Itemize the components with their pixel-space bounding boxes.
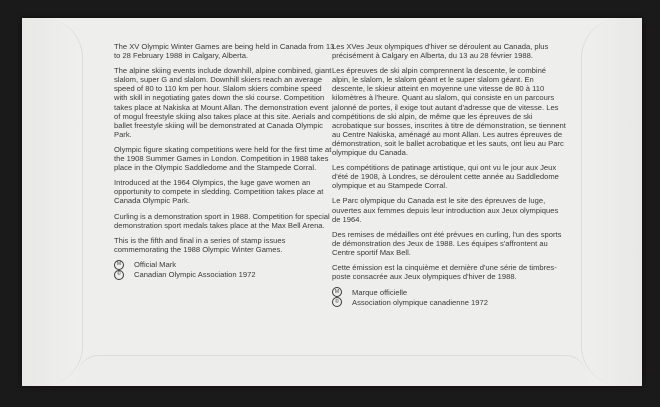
english-text-column [114,42,336,280]
mark-label: Official Mark [134,260,177,270]
official-mark-icon: M [332,287,342,297]
paragraph-alpine-en: The alpine skiing events include downhill, alpine combined, giant slalom, super G and slalom. Downhill skiers reach an average speed of 80 to 110 km per hour. Slalom skiers combine speed with skill in negotiating gates down the ski course. Competition takes place at Nakiska at Mount Allan. The demonstration event of mogul freestyle skiing also takes place at this site. Aerials and ballet freestyle skiing will be demonstrated at Canada Olympic Park. [114,66,332,139]
mark-row-official-en [114,260,336,270]
paragraph-curling-fr: Des remises de médailles ont été prévues en curling, l'un des sports de démonstration des Jeux de 1988. Les équipes s'affrontent au Centre sportif Max Bell. [332,229,562,257]
mark-row-official-fr [332,287,566,297]
mark-label: Canadian Olympic Association 1972 [134,270,256,280]
official-mark-icon: M [114,260,124,270]
paragraph-intro-fr: Les XVes Jeux olympiques d'hiver se déroulent au Canada, plus précisément à Calgary en Alberta, du 13 au 28 février 1988. [332,42,549,61]
paragraph-figure-skating-en: Olympic figure skating competitions were held for the first time at the 1908 Summer Games in London. Competition in 1988 takes place in the Olympic Saddledome and the Stampede Corral. [114,144,332,173]
paragraph-alpine-fr: Les épreuves de ski alpin comprennent la descente, le combiné alpin, le slalom, le slalom géant et le super slalom géant. En descente, le skieur atteint en moyenne une vitesse de 80 à 110 kilomètres à l'heure. Quant au slalom, qui consiste en un parcours jalonné de portes, il exige tout autant d'adresse que de vitesse. Les compétitions de ski alpin, de même que les épreuves de ski acrobatique sur bosses, inscrites à titre de démonstration, se tiennent au Centre Nakiska, aménagé au mont Allan. Les autres épreuves de démonstration, soit le ballet acrobatique et les sauts, ont lieu au Parc olympique du Canada. [332,66,566,158]
paragraph-luge-fr: Le Parc olympique du Canada est le site des épreuves de luge, ouvertes aux femmes depuis leur introduction aux Jeux olympiques de 1964. [332,196,559,224]
mark-label: Association olympique canadienne 1972 [352,297,488,307]
paragraph-intro-en: The XV Olympic Winter Games are being held in Canada from 13 to 28 February 1988 in Calgary, Alberta. [114,42,335,61]
marks-en [114,260,336,280]
copyright-icon: © [332,297,342,307]
mark-label: Marque officielle [352,287,408,297]
paragraph-luge-en: Introduced at the 1964 Olympics, the luge gave women an opportunity to compete in sledding. Competition takes place at Canada Olympic Park. [114,178,324,206]
paragraph-series-fr: Cette émission est la cinquième et dernière d'une série de timbres-poste consacrée aux Jeux olympiques d'hiver de 1988. [332,262,557,282]
envelope-right-flap [581,18,642,386]
paragraph-figure-skating-fr: Les compétitions de patinage artistique, qui ont vu le jour aux Jeux d'été de 1908, à Londres, se déroulent cette année au Saddledome olympique et au Stampede Corral. [332,163,559,191]
envelope-bottom-flap [78,355,586,386]
paragraph-series-en: This is the fifth and final in a series of stamp issues commemorating the 1988 Olympic Winter Games. [114,235,286,254]
copyright-icon: © [114,270,124,280]
paragraph-curling-en: Curling is a demonstration sport in 1988. Competition for special demonstration sport medals takes place at the Max Bell Arena. [114,211,330,230]
mark-row-copyright-en [114,270,336,280]
envelope-left-flap [22,18,83,386]
envelope-back [22,18,642,386]
marks-fr [332,287,566,307]
french-text-column [332,42,566,307]
mark-row-copyright-fr [332,297,566,307]
